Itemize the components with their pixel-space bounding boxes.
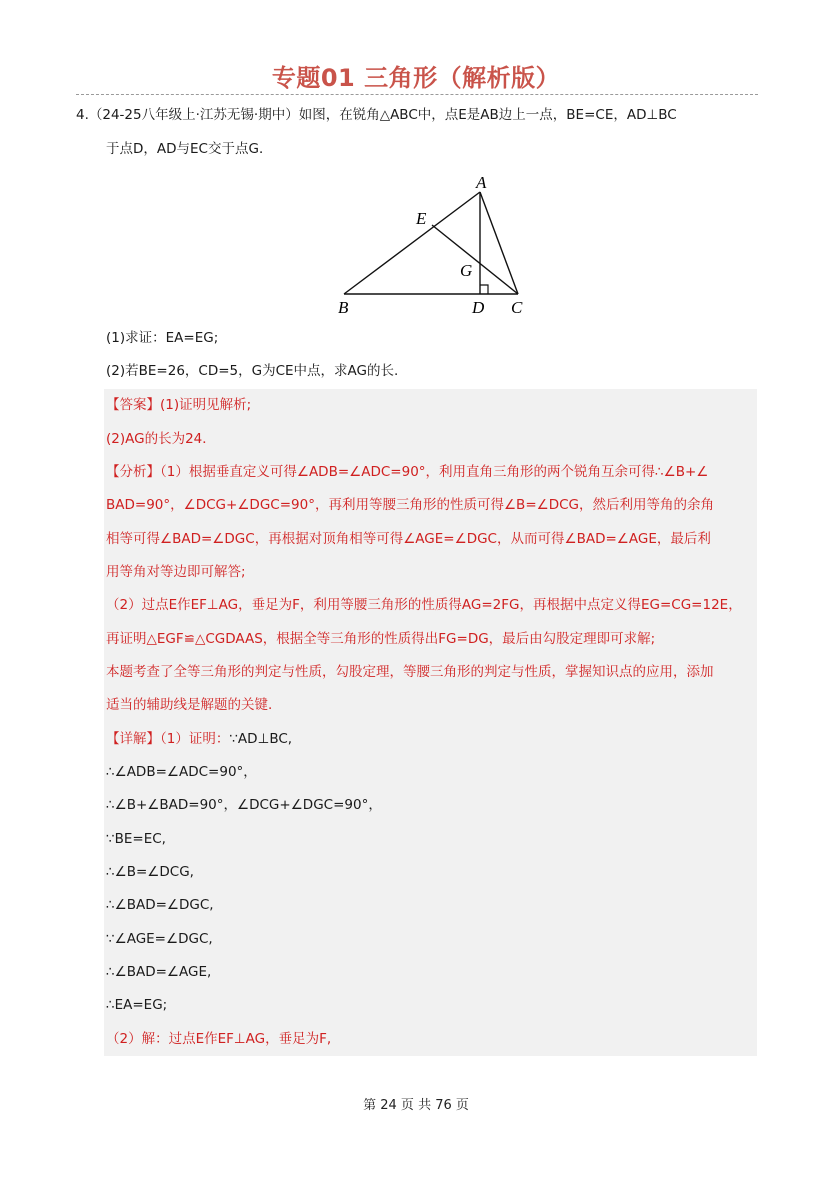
detail-line: ∴∠B+∠BAD=90°，∠DCG+∠DGC=90°， xyxy=(106,797,382,813)
analysis-line: 本题考查了全等三角形的判定与性质，勾股定理，等腰三角形的判定与性质，掌握知识点的应用，添加 xyxy=(106,664,714,680)
triangle-figure xyxy=(330,168,530,318)
answer-line-1 xyxy=(106,395,251,415)
detail-line: ∴EA=EG; xyxy=(106,997,168,1013)
question-line-2: 于点D，AD与EC交于点G． xyxy=(106,141,273,157)
analysis-line: （2）过点E作EF⊥AG，垂足为F，利用等腰三角形的性质得AG=2FG，再根据中点定义得EG=CG=12E， xyxy=(106,597,742,613)
answer-part-1: (1)证明见解析; xyxy=(160,397,252,413)
title-divider xyxy=(76,94,758,95)
question-line-1: 4.（24-25八年级上·江苏无锡·期中）如图，在锐角△ABC中，点E是AB边上一点，BE=CE，AD⊥BC xyxy=(76,107,677,123)
detail-line: ∴∠BAD=∠AGE, xyxy=(106,964,212,980)
answer-box xyxy=(104,389,757,1056)
detail-part-2: （2）解：过点E作EF⊥AG，垂足为F, xyxy=(106,1031,332,1047)
detail-line: ∴∠B=∠DCG, xyxy=(106,864,194,880)
right-angle-mark xyxy=(480,285,488,294)
page-title: 专题01 三角形（解析版） xyxy=(271,64,561,92)
page-number: 第 24 页 共 76 页 xyxy=(363,1098,469,1113)
detail-line: ∵∠AGE=∠DGC, xyxy=(106,931,213,947)
analysis-line: 用等角对等边即可解答; xyxy=(106,564,246,580)
question-part-1: (1)求证：EA=EG; xyxy=(106,330,219,346)
label-b: B xyxy=(338,298,349,317)
label-g: G xyxy=(460,261,473,280)
detail-tag: 【详解】（1）证明： xyxy=(106,731,230,747)
label-e: E xyxy=(416,209,427,228)
label-c: C xyxy=(511,298,523,317)
analysis-line: 相等可得∠BAD=∠DGC，再根据对顶角相等可得∠AGE=∠DGC，从而可得∠BAD=∠AGE，最后利 xyxy=(106,531,711,547)
label-a: A xyxy=(476,173,487,192)
analysis-line: BAD=90°，∠DCG+∠DGC=90°，再利用等腰三角形的性质可得∠B=∠DCG，然后利用等角的余角 xyxy=(106,497,715,513)
label-d: D xyxy=(472,298,485,317)
detail-first: ∵AD⊥BC, xyxy=(229,731,293,747)
answer-tag: 【答案】 xyxy=(106,397,160,413)
detail-line-1 xyxy=(106,729,292,749)
answer-part-2: (2)AG的长为24． xyxy=(106,431,216,447)
detail-line: ∴∠ADB=∠ADC=90°， xyxy=(106,764,257,780)
analysis-line: 适当的辅助线是解题的关键. xyxy=(106,697,273,713)
analysis-line: 再证明△EGF≌△CGDAAS，根据全等三角形的性质得出FG=DG，最后由勾股定理即可求解; xyxy=(106,631,656,647)
question-part-2: (2)若BE=26，CD=5，G为CE中点，求AG的长. xyxy=(106,363,399,379)
detail-line: ∴∠BAD=∠DGC, xyxy=(106,897,214,913)
analysis-line: 【分析】（1）根据垂直定义可得∠ADB=∠ADC=90°，利用直角三角形的两个锐角互余可得∴∠B+∠ xyxy=(106,464,709,480)
detail-line: ∵BE=EC, xyxy=(106,831,166,847)
